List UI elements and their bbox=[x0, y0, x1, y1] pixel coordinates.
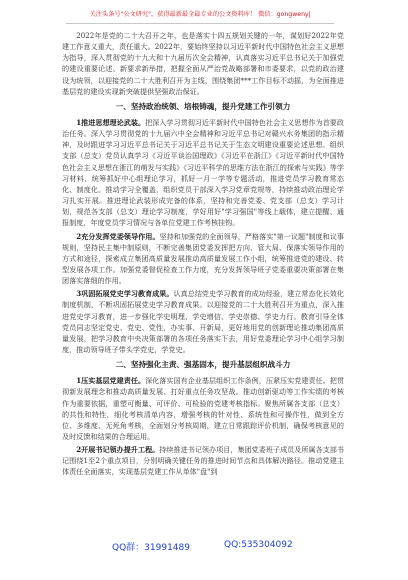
qq-group-number: QQ群：31991489 bbox=[112, 543, 190, 553]
body-paragraph bbox=[62, 117, 344, 229]
paragraph-text: 2022年是党的二十大召开之年，也是落实十四五规划关键的一年，谋划好2022年党建工作意义重大，责任重大。2022年，要始终坚持以习近平新时代中国特色社会主义思想为指导，深入贯彻党的十九大和十九届历次全会精神，认真落实习近平总书记关于加强党的建设重要论述、新要求新举措，把握全面从严治党战略部署和市委要求，以党的政治建设为统领，以迎接党的二十大胜利召开为主线，围绕集团***工作目标不动摇，为全面推进基层党的建设实现新突破提供坚强政治保证。 bbox=[62, 31, 344, 96]
body-paragraph bbox=[62, 30, 344, 97]
paragraph-lead-bold: 1压实基层党建责任。 bbox=[76, 376, 146, 386]
paragraph-text: 认真总结党史学习教育的成功经验，建立常态化长效化制度机制，不断巩固拓展党史学习教育成果。以迎接党的二十大胜利召开为重点，深入推进党史学习教育，进一步强化学史明理、学史增信、学史崇德、学史力行。教育引导全体党员同志坚定党史、党史、党性，办实事、开新局，更好地用党的创新理论推动集团高质量发展，把学习教育中央决策部署的各项任务落实下去，用好党委理论学习中心组学习制度，推动领导班子带头学党史，学党史。 bbox=[62, 289, 344, 355]
body-paragraph bbox=[62, 231, 344, 287]
paragraph-lead-bold: 2开展书记领办提升工程。 bbox=[76, 445, 160, 455]
paragraph-text: 等专题活动，推进党员学习教育常态化、制度化。推动学习全覆盖，组织党员干部深入学习党章党规等，持续推动政治理论学习扎实开展。推进理论武装形成完备的体系，坚持和完善党委、党支部（总支）学习计划，规范各支部（总支）理论学习制度，学好用好"学习强国"等线上载体，建立提醒、通报制度，年度党员学习情况与各单位党建工作考核挂钩。 bbox=[62, 173, 344, 228]
header-banner: 关注头条号"公文研究"，获得最新最全最专业的公文资料库！ 微信：gongwenyj bbox=[66, 9, 334, 24]
paragraph-text: 持续推进书记领办项目，集团党委班子成员及所属各支部书记围绕1至2个重点项目，分别明确关键任务的推进时间节点和具体解决路径。推动党建主体责任全面落实，实现基层党建工作从单体"盘"到 bbox=[62, 445, 344, 477]
paragraph-text: 坚持和加强党的全面领导，严格落实"第一议题"制度和议事规则，坚持民主集中制原则，不断完善集团党委发挥把方向、管大局、保落实领导作用的方式和途径，探索成立集团高质量发展推动高质量发展工作小组，统筹推进党的建设、转型发展各项工作。加强党委督促检查工作力度，充分发挥领导班子党委重要决策部署在集团落实落细的作用。 bbox=[62, 231, 344, 286]
body-paragraph bbox=[62, 288, 344, 355]
section-heading: 一、坚持政治统领、培根铸魂，提升党建工作引领力 bbox=[115, 101, 291, 111]
paragraph-lead-bold: 1推进思想理论武装。 bbox=[76, 117, 146, 127]
section-heading: 二、坚持强化主责、强基固本，提升基层组织战斗力 bbox=[115, 360, 291, 370]
paragraph-text: 把深入学习贯彻习近平新时代中国特色社会主义思想作为首要政治任务。深入学习贯彻党的十九届六中全会精神和习近平总书记对赣兴水务集团的指示精神，及时跟进学习习近平总书记关于习近平总书记关于生态文明建设重要论述思想。组织支部（总支）党员认真学习《习近平谈治国理政》《习近平在浙江》《习近平新时代中国特色社会主义思想在浙江的萌发与实践》《习近平科学的思维方法在浙江的探索与实践》等学习材料，统筹抓好中心组理论学习，抓好 bbox=[62, 117, 344, 183]
qq-contact-number: QQ:535304092 bbox=[224, 540, 293, 550]
paragraph-lead-bold: 3巩固拓展党史学习教育成果。 bbox=[76, 289, 174, 299]
body-paragraph bbox=[62, 444, 344, 477]
footer-contact bbox=[0, 538, 408, 556]
paragraph-lead-bold: 2充分发挥党委领导作用。 bbox=[76, 231, 160, 241]
document-body bbox=[62, 30, 344, 550]
paragraph-text: 深化落实国有企业基层组织工作条例，压紧压实党建责任。把贯彻新发展理念和推动高质量发展、打好重点任务攻坚战。推动创新驱动等工作实绩的考核作为重要依据，重塑可衡量、可评价、可检验的党建考核指标。聚焦所属各支部（总支）的共性和特性，细化考核清单内容，增强考核的针对性、系统性和可操作性，做到全方位、多维度、无死角考核，全面划分考核周期，建立日常跟踪评价机制，确保考核意见的及时反馈和结果的合理运用。 bbox=[62, 376, 344, 441]
paragraph-text: 一月一学 bbox=[195, 173, 226, 183]
body-paragraph bbox=[62, 375, 344, 442]
